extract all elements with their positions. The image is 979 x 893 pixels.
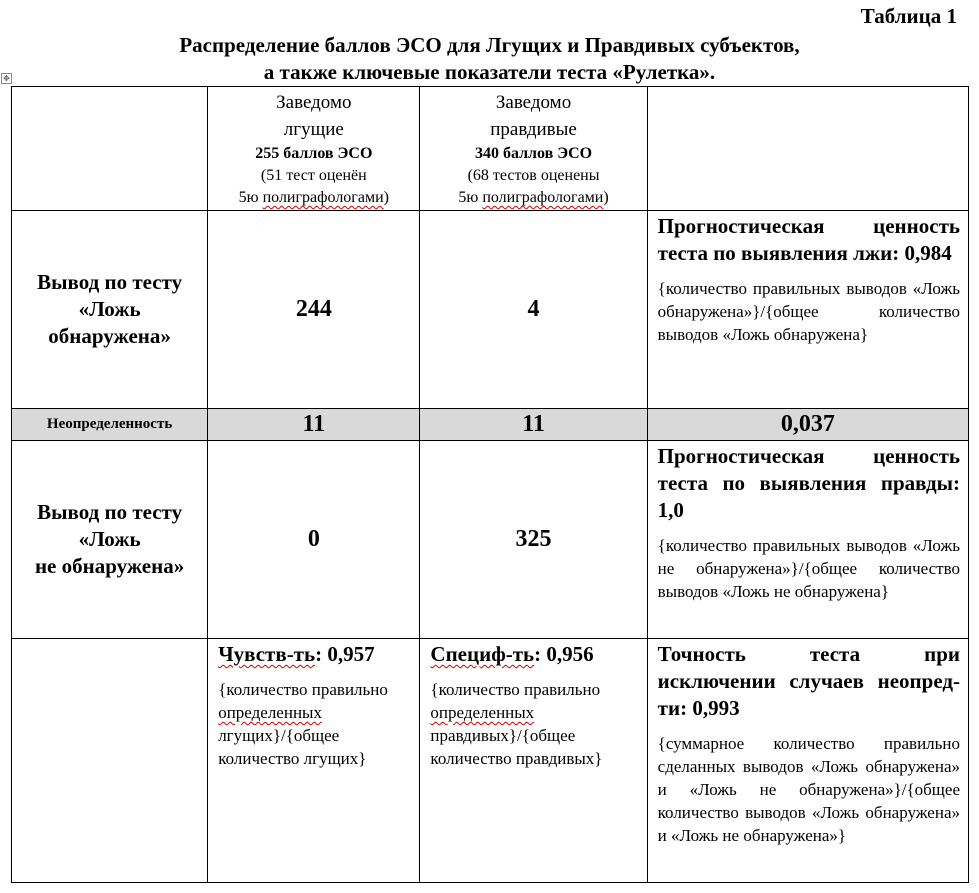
row-no-lie <box>12 441 969 639</box>
inconclusive-rate: 0,037 <box>647 409 968 441</box>
header-liars <box>208 87 420 211</box>
npv-formula: {количество правильных выводов «Ложь не обнаружена»}/{общее количество выводов «Ложь не обнаружена} <box>657 536 960 601</box>
ppv-cell <box>647 211 968 409</box>
table-title-line-2: а также ключевые показатели теста «Рулетка». <box>263 60 716 84</box>
npv-cell <box>647 441 968 639</box>
accuracy-formula: {суммарное количество правильно сделанных выводов «Ложь обнаружена» и «Ложь не обнаружена»}/{общее количество выводов «Ложь обнаружена» и «Ложь не обнаружена»} <box>657 734 960 845</box>
header-truthful-points: 340 баллов ЭСО <box>474 145 593 162</box>
header-liars-points: 255 баллов ЭСО <box>255 145 373 162</box>
header-empty-cell <box>12 87 208 211</box>
cell-liars-lie-detected: 244 <box>208 211 420 409</box>
cell-truthful-inconclusive: 11 <box>420 409 647 441</box>
row-inconclusive-label: Неопределенность <box>12 409 208 441</box>
spellcheck-underlined-word: полиграфологами <box>482 189 604 206</box>
row-inconclusive <box>12 409 969 441</box>
spellcheck-underlined-word: определенных <box>430 703 535 722</box>
cell-truthful-no-lie: 325 <box>420 441 647 639</box>
specificity-formula: {количество правильно определенных правдивых}/{общее количество правдивых} <box>430 680 603 768</box>
header-truthful-note-2: 5ю полиграфологами) <box>458 189 609 206</box>
header-truthful-line-1: Заведомо <box>495 92 572 113</box>
sensitivity-cell <box>208 639 420 883</box>
results-table <box>11 86 969 883</box>
sensitivity-title: Чувств-ть: 0,957 <box>218 642 375 666</box>
ppv-formula: {количество правильных выводов «Ложь обнаружена»}/{общее количество выводов «Ложь обнаружена} <box>657 279 960 344</box>
cell-truthful-lie-detected: 4 <box>420 211 647 409</box>
specificity-title: Специф-ть: 0,956 <box>430 642 594 666</box>
row-metrics <box>12 639 969 883</box>
header-truthful-note-1: (68 тестов оценены <box>467 167 600 184</box>
ppv-title: Прогностическая ценность теста по выявления лжи: 0,984 <box>657 214 960 265</box>
header-liars-note-1: (51 тест оценён <box>260 167 367 184</box>
sensitivity-formula: {количество правильно определенных лгущих}/{общее количество лгущих} <box>218 680 388 768</box>
table-number: Таблица 1 <box>860 4 957 28</box>
header-liars-line-1: Заведомо <box>276 92 352 113</box>
accuracy-title: Точность теста при исключении случаев неопред-ти: 0,993 <box>657 642 960 720</box>
row-lie-detected <box>12 211 969 409</box>
specificity-cell <box>420 639 647 883</box>
row-no-lie-label: Вывод по тесту «Ложь не обнаружена» <box>12 441 208 639</box>
npv-title: Прогностическая ценность теста по выявления правды: 1,0 <box>657 444 960 522</box>
cell-liars-no-lie: 0 <box>208 441 420 639</box>
spellcheck-underlined-word: полиграфологами <box>262 189 384 206</box>
header-row <box>12 87 969 211</box>
header-truthful <box>420 87 647 211</box>
spellcheck-underlined-word: определенных <box>218 703 322 722</box>
header-liars-line-2: лгущие <box>283 119 344 140</box>
table-title-line-1: Распределение баллов ЭСО для Лгущих и Правдивых субъектов, <box>179 33 800 57</box>
header-truthful-line-2: правдивые <box>490 119 577 140</box>
header-liars-note-2: 5ю полиграфологами) <box>238 189 389 206</box>
table-move-handle-icon[interactable]: ✥ <box>1 73 12 84</box>
cell-liars-inconclusive: 11 <box>208 409 420 441</box>
accuracy-cell <box>647 639 968 883</box>
metrics-empty-cell <box>12 639 208 883</box>
row-lie-detected-label: Вывод по тесту «Ложь обнаружена» <box>12 211 208 409</box>
header-empty-cell-right <box>647 87 968 211</box>
